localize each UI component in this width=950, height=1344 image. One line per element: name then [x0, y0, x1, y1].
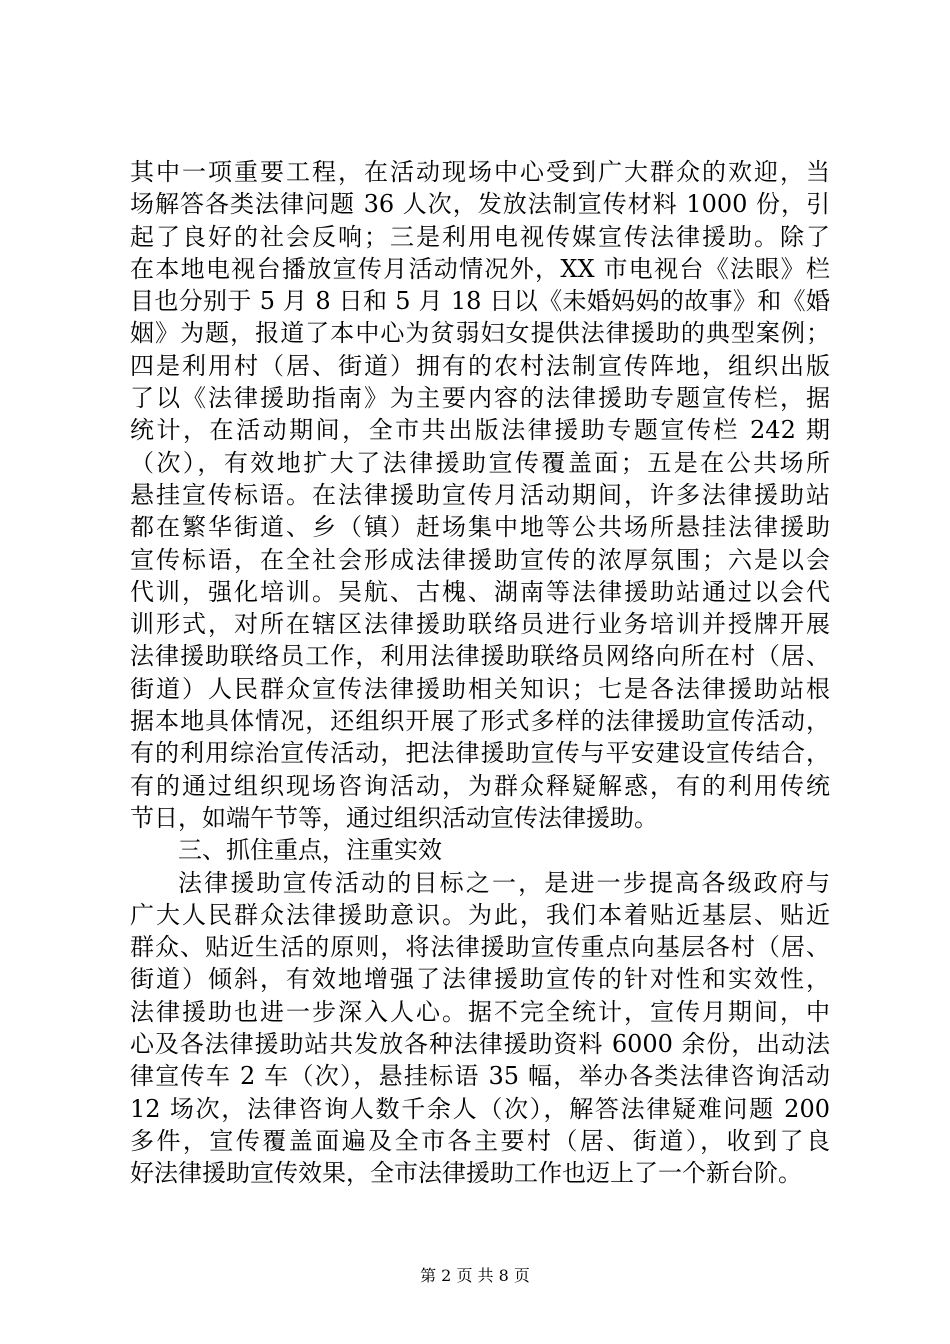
paragraph-line: 街道）人民群众宣传法律援助相关知识；七是各法律援助站根 — [130, 674, 830, 703]
paragraph-line: 多件，宣传覆盖面遍及全市各主要村（居、街道），收到了良 — [130, 1126, 830, 1155]
paragraph-line: 法律援助宣传活动的目标之一，是进一步提高各级政府与 — [178, 868, 830, 897]
paragraph-line: 了以《法律援助指南》为主要内容的法律援助专题宣传栏，据 — [130, 384, 830, 413]
paragraph-line: 起了良好的社会反响；三是利用电视传媒宣传法律援助。除了 — [130, 222, 830, 251]
paragraph-line: 街道）倾斜，有效地增强了法律援助宣传的针对性和实效性， — [130, 965, 830, 994]
paragraph-line: 律宣传车 2 车（次），悬挂标语 35 幅，举办各类法律咨询活动 — [130, 1062, 830, 1091]
paragraph-line: 姻》为题，报道了本中心为贫弱妇女提供法律援助的典型案例； — [130, 319, 830, 348]
paragraph-line: 场解答各类法律问题 36 人次，发放法制宣传材料 1000 份，引 — [130, 190, 830, 219]
paragraph-line: 节日，如端午节等，通过组织活动宣传法律援助。 — [130, 803, 658, 832]
page-number-footer: 第 2 页 共 8 页 — [420, 1266, 530, 1285]
paragraph-line: 据本地具体情况，还组织开展了形式多样的法律援助宣传活动， — [130, 707, 830, 736]
paragraph-line: 在本地电视台播放宣传月活动情况外，XX 市电视台《法眼》栏 — [130, 254, 830, 283]
paragraph-line: 法律援助联络员工作，利用法律援助联络员网络向所在村（居、 — [130, 642, 830, 671]
paragraph-line: 法律援助也进一步深入人心。据不完全统计，宣传月期间，中 — [130, 997, 830, 1026]
paragraph-line: 四是利用村（居、街道）拥有的农村法制宣传阵地，组织出版 — [130, 351, 830, 380]
paragraph-line: 有的通过组织现场咨询活动，为群众释疑解惑，有的利用传统 — [130, 771, 830, 800]
paragraph-line: （次），有效地扩大了法律援助宣传覆盖面；五是在公共场所 — [130, 448, 830, 477]
section-heading: 三、抓住重点，注重实效 — [178, 836, 442, 865]
paragraph-line: 广大人民群众法律援助意识。为此，我们本着贴近基层、贴近 — [130, 900, 830, 929]
document-body — [130, 156, 830, 1190]
paragraph-line: 都在繁华街道、乡（镇）赶场集中地等公共场所悬挂法律援助 — [130, 513, 830, 542]
paragraph-line: 好法律援助宣传效果，全市法律援助工作也迈上了一个新台阶。 — [130, 1159, 802, 1188]
paragraph-line: 其中一项重要工程，在活动现场中心受到广大群众的欢迎，当 — [130, 158, 830, 186]
paragraph-line: 有的利用综治宣传活动，把法律援助宣传与平安建设宣传结合， — [130, 739, 830, 768]
paragraph-line: 悬挂宣传标语。在法律援助宣传月活动期间，许多法律援助站 — [130, 480, 830, 509]
paragraph-line: 代训，强化培训。吴航、古槐、湖南等法律援助站通过以会代 — [130, 577, 830, 606]
paragraph-line: 目也分别于 5 月 8 日和 5 月 18 日以《未婚妈妈的故事》和《婚 — [130, 287, 830, 316]
paragraph-line: 心及各法律援助站共发放各种法律援助资料 6000 余份，出动法 — [130, 1030, 830, 1059]
paragraph-line: 12 场次，法律咨询人数千余人（次），解答法律疑难问题 200 — [130, 1094, 830, 1123]
paragraph-line: 训形式，对所在辖区法律援助联络员进行业务培训并授牌开展 — [130, 610, 830, 639]
paragraph-line: 群众、贴近生活的原则，将法律援助宣传重点向基层各村（居、 — [130, 933, 830, 962]
paragraph-line: 宣传标语，在全社会形成法律援助宣传的浓厚氛围；六是以会 — [130, 545, 830, 574]
paragraph-line: 统计，在活动期间，全市共出版法律援助专题宣传栏 242 期 — [130, 416, 830, 445]
